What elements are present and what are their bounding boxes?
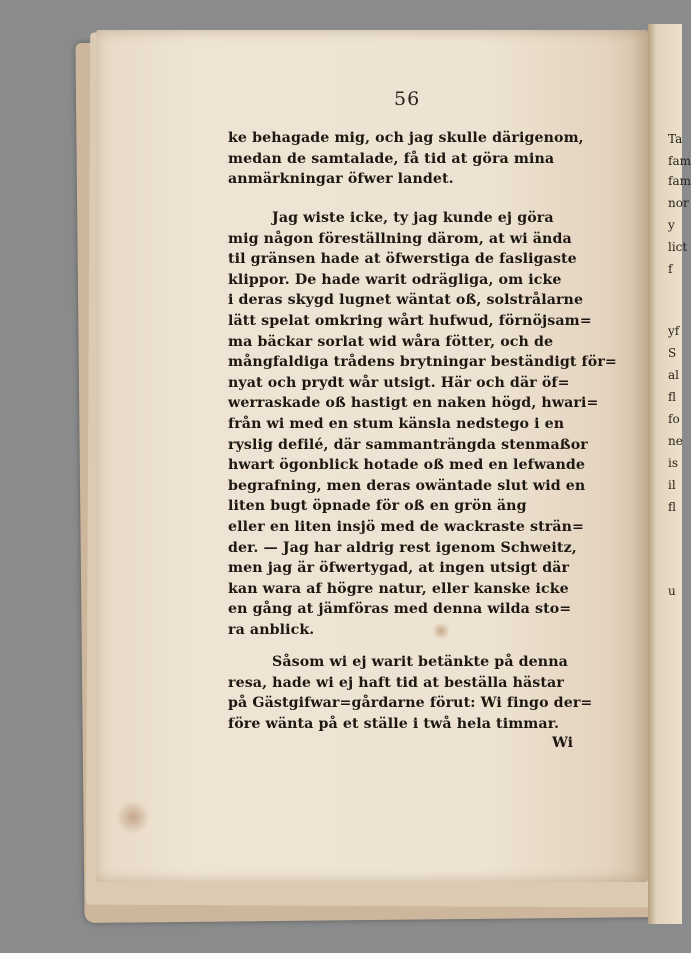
- text-line: werraskade oß hastigt en naken högd, hwari=: [228, 395, 599, 412]
- text-line: eller en liten insjö med de wackraste strän=: [228, 518, 585, 535]
- text-line: anmärkningar öfwer landet.: [228, 171, 454, 188]
- paragraph-1: [228, 128, 592, 190]
- text-line: kan wara af högre natur, eller kanske icke: [228, 580, 569, 597]
- text-line: från wi med en stum känsla nedstego i en: [228, 415, 565, 432]
- text-line: resa, hade wi ej haft tid at beställa hästar: [228, 674, 564, 691]
- facing-page-fragment: is: [668, 456, 678, 470]
- facing-page-fragment: lict: [668, 240, 688, 254]
- facing-page-fragment: S: [668, 346, 677, 360]
- text-line: mångfaldiga trådens brytningar beständigt för=: [228, 354, 617, 371]
- text-line: klippor. De hade warit odrägliga, om icke: [228, 271, 562, 288]
- text-line: liten bugt öpnade för oß en grön äng: [228, 498, 527, 515]
- text-line: före wänta på et ställe i twå hela timmar.: [228, 715, 560, 732]
- facing-page-edge: [648, 24, 691, 924]
- text-line: ryslig defilé, där sammanträngda stenmaßor: [228, 436, 588, 453]
- catchword: Wi: [552, 735, 574, 751]
- text-line: men jag är öfwertygad, at ingen utsigt där: [228, 560, 570, 577]
- facing-page-fragment: u: [668, 584, 676, 598]
- text-line: begrafning, men deras owäntade slut wid en: [228, 477, 586, 494]
- text-line: en gång at jämföras med denna wilda sto=: [228, 601, 572, 618]
- facing-page-fragment: fl: [668, 390, 677, 404]
- paragraph-2: [228, 208, 617, 640]
- facing-page-fragment: fl: [668, 500, 677, 514]
- page-number: 56: [394, 88, 421, 110]
- foxing-stain: [116, 800, 150, 834]
- facing-page-fragment: y: [668, 218, 675, 232]
- text-line: medan de samtalade, få tid at göra mina: [228, 150, 555, 167]
- text-line: Jag wiste icke, ty jag kunde ej göra: [272, 210, 554, 226]
- text-line: nyat och prydt wår utsigt. Här och där öf=: [228, 374, 570, 391]
- facing-page-fragment: fo: [668, 412, 680, 426]
- text-line: i deras skygd lugnet wäntat oß, solstrålarne: [228, 292, 584, 309]
- text-line: Såsom wi ej warit betänkte på denna: [272, 654, 568, 670]
- paragraph-3: [228, 652, 592, 734]
- facing-page-fragment: fam: [668, 174, 691, 188]
- text-line: hwart ögonblick hotade oß med en lefwande: [228, 457, 586, 474]
- text-line: til gränsen hade at öfwerstiga de fasligaste: [228, 251, 577, 268]
- text-line: ma bäckar sorlat wid wåra fötter, och de: [228, 333, 554, 350]
- facing-page-fragment: ne: [668, 434, 683, 448]
- facing-page-fragment: fam: [668, 154, 691, 168]
- facing-page-fragment: f: [668, 262, 673, 276]
- text-line: mig någon föreställning därom, at wi ända: [228, 230, 572, 247]
- facing-page-fragment: al: [668, 368, 679, 382]
- facing-page-fragment: Ta: [668, 132, 683, 146]
- facing-page-fragment: il: [668, 478, 676, 492]
- text-line: på Gästgifwar=gårdarne förut: Wi fingo der=: [228, 695, 593, 712]
- text-line: ke behagade mig, och jag skulle därigenom,: [228, 130, 584, 146]
- text-line: ra anblick.: [228, 621, 315, 638]
- text-line: lätt spelat omkring wårt hufwud, förnöjsam=: [228, 312, 592, 329]
- facing-page-fragment: yf: [668, 324, 680, 338]
- facing-page-fragment: nor: [668, 196, 689, 210]
- text-line: der. — Jag har aldrig rest igenom Schweitz,: [228, 539, 577, 556]
